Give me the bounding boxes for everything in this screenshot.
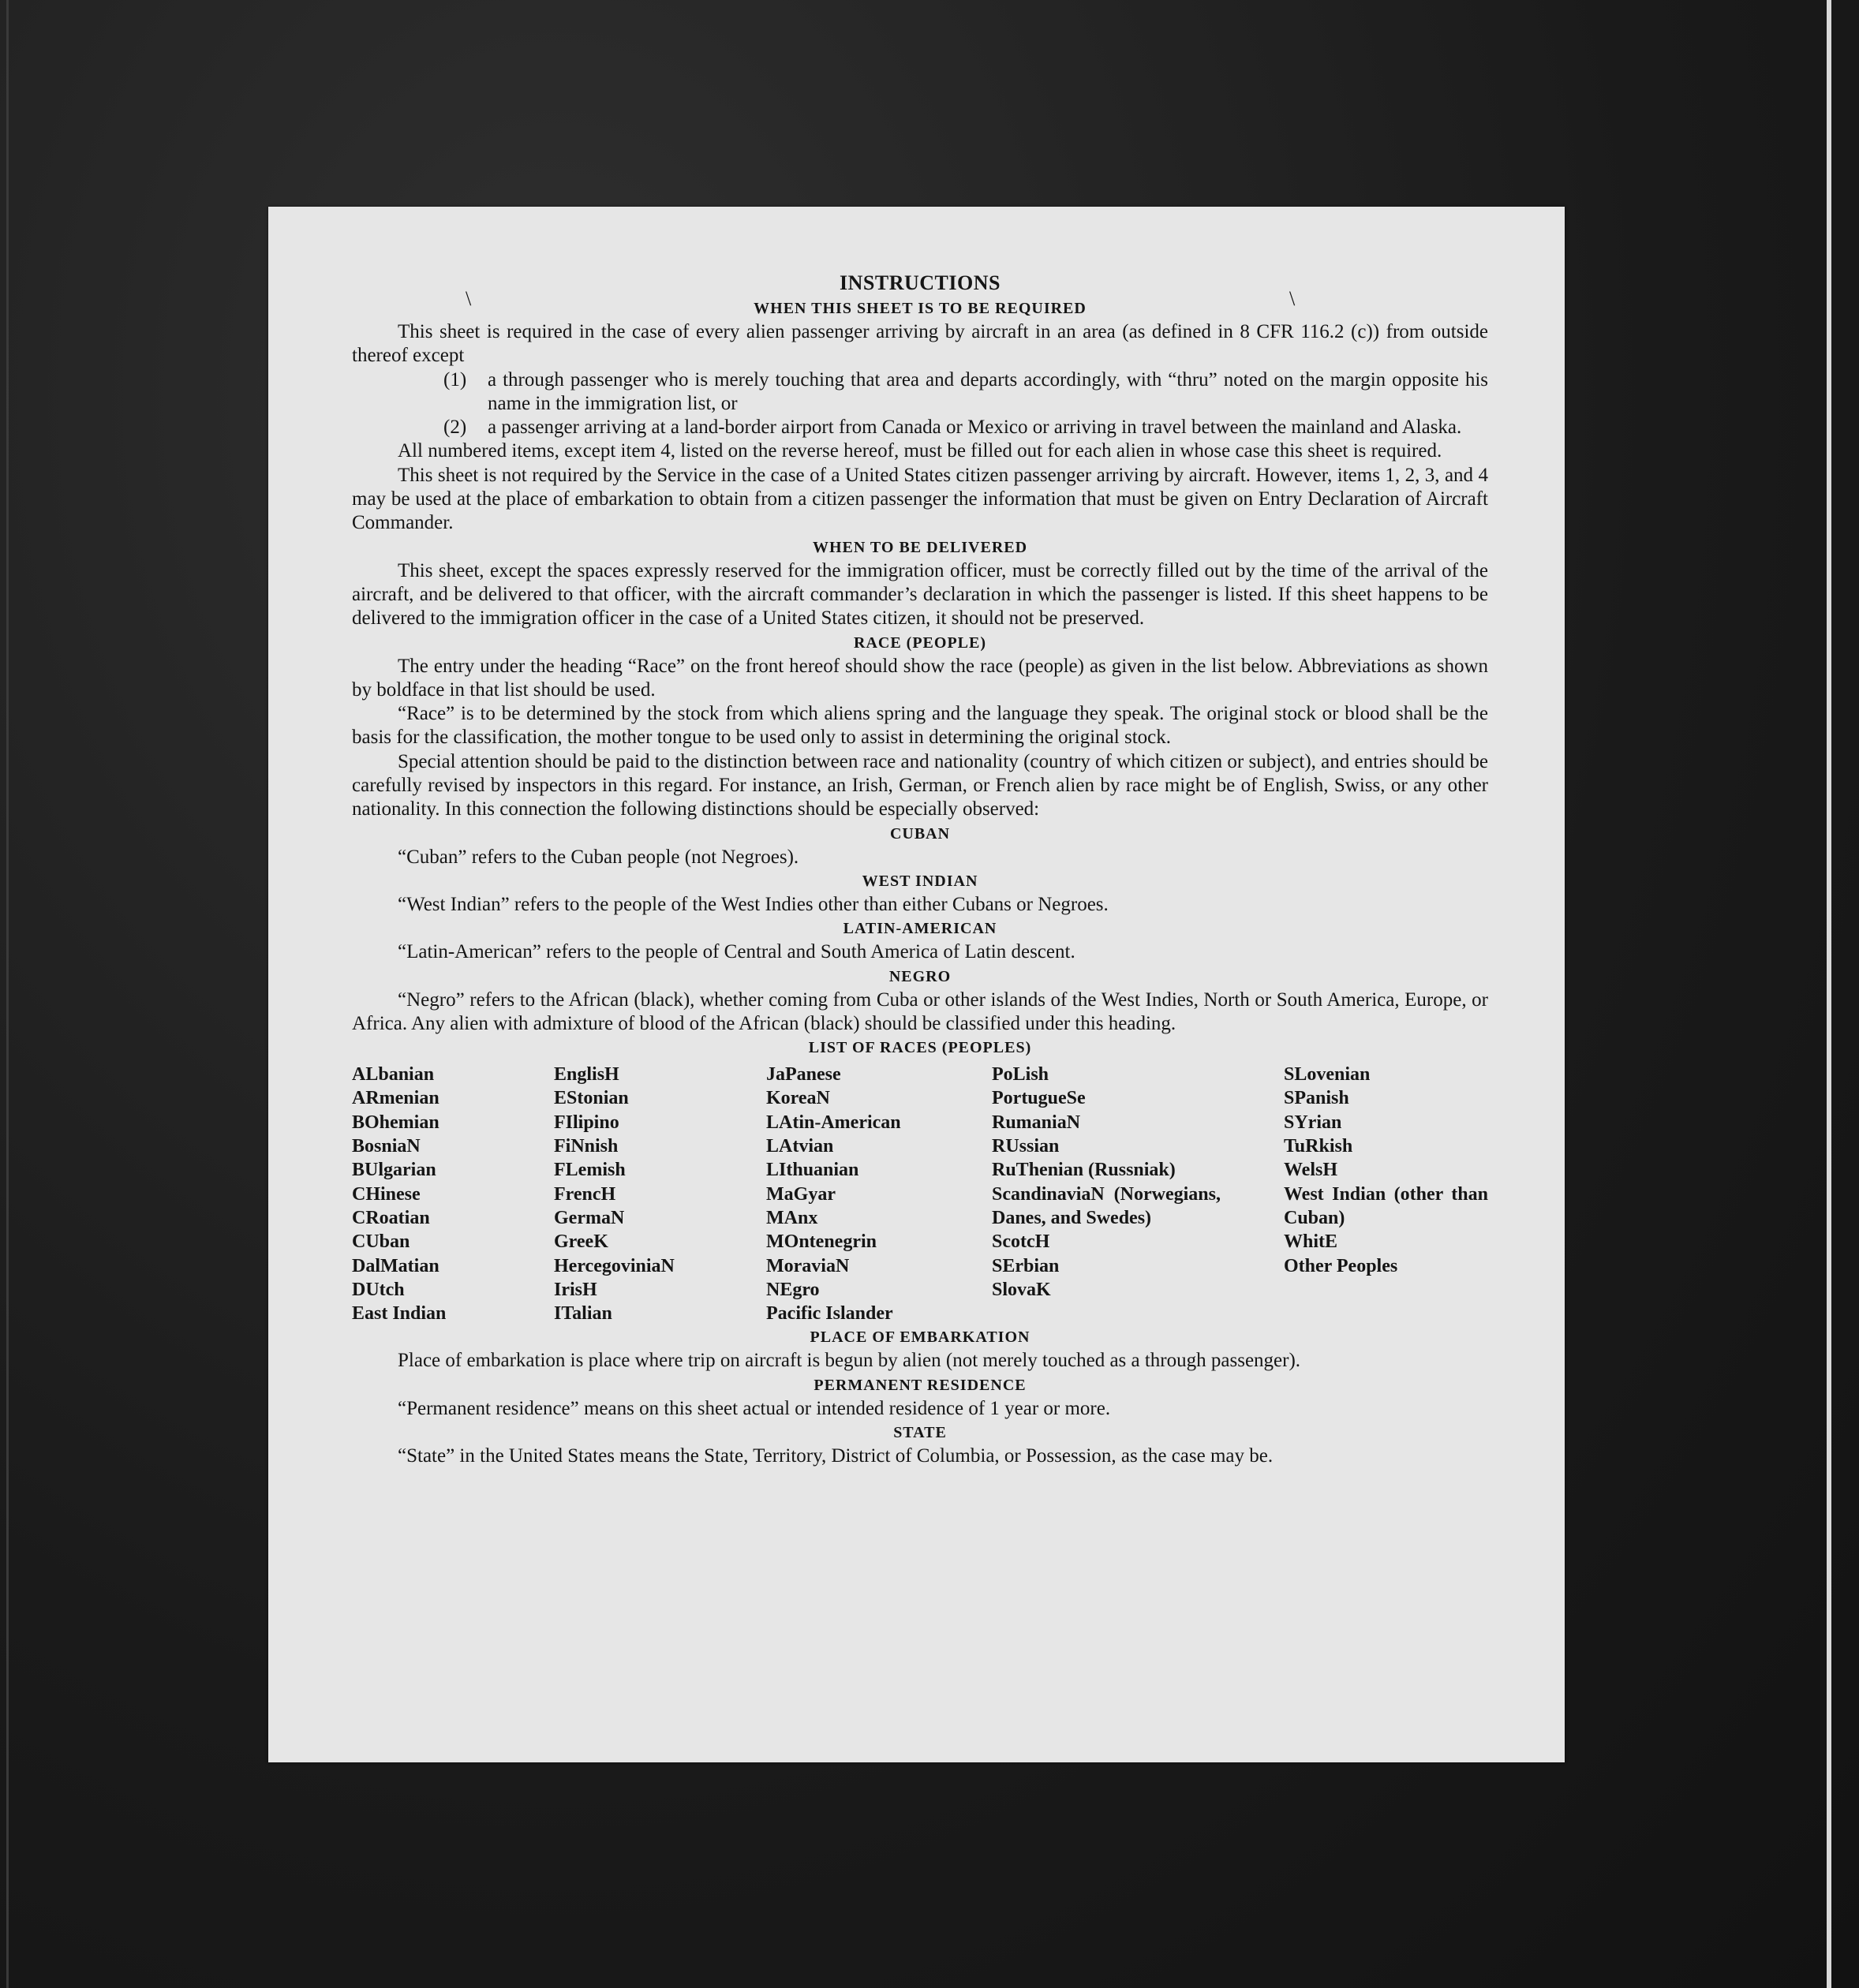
citizen-paragraph: This sheet is not required by the Service in the case of a United States citizen passenger arriving by aircraft. However, items 1, 2, 3, and 4 may be used at the place of embarkation to obtain from a citizen passenger the information that must be given on Entry Declaration of Aircraft Commander.	[352, 464, 1488, 534]
race-paragraph-1: The entry under the heading “Race” on the front hereof should show the race (people) as given in the list below. Abbreviations as shown by boldface in that list should be used.	[352, 655, 1488, 701]
races-list	[352, 1063, 1488, 1325]
latin-american-text: “Latin-American” refers to the people of Central and South America of Latin descent.	[398, 941, 1075, 963]
race-item: SLovenian	[1284, 1064, 1371, 1086]
race-item: DalMatian	[352, 1255, 440, 1276]
race-item: JaPanese	[766, 1064, 841, 1086]
exception-item-1	[443, 368, 1488, 417]
race-item: ScandinaviaN (Norwegians, Danes, and Swedes)	[992, 1183, 1221, 1228]
races-column-3	[766, 1063, 992, 1325]
race-item: East Indian	[352, 1303, 447, 1325]
exception-item-2-text: a passenger arriving at a land-border airport from Canada or Mexico or arriving in travel between the mainland and Alaska.	[488, 417, 1462, 439]
tick-mark-right: \	[1289, 287, 1296, 310]
race-item: BosniaN	[352, 1136, 421, 1157]
race-item: Pacific Islander	[766, 1303, 893, 1325]
embarkation-text: Place of embarkation is place where trip on aircraft is begun by alien (not merely touched as a through passenger).	[398, 1350, 1301, 1372]
race-item: ITalian	[554, 1303, 612, 1325]
heading-permanent-residence: PERMANENT RESIDENCE	[814, 1376, 1027, 1394]
race-item: IrisH	[554, 1279, 597, 1300]
race-item: RUssian	[992, 1136, 1060, 1157]
state-text: “State” in the United States means the State, Territory, District of Columbia, or Possession, as the case may be.	[398, 1444, 1274, 1467]
race-item: MoraviaN	[766, 1255, 850, 1276]
race-item: GermaN	[554, 1207, 625, 1228]
race-item: West Indian (other than Cuban)	[1284, 1183, 1488, 1228]
race-paragraph-2: “Race” is to be determined by the stock from which aliens spring and the language they speak. The original stock or blood shall be the basis for the classification, the mother tongue to be used only to assist in determining the original stock.	[352, 703, 1488, 749]
race-item: RuThenian (Russniak)	[992, 1160, 1176, 1181]
race-item: MAnx	[766, 1207, 818, 1228]
film-edge-right	[1827, 0, 1831, 1988]
race-item: MOntenegrin	[766, 1231, 877, 1253]
race-item: PoLish	[992, 1064, 1049, 1086]
race-item: LAtvian	[766, 1136, 834, 1157]
race-item: FrencH	[554, 1183, 616, 1205]
document-sheet	[268, 207, 1565, 1762]
exception-item-2	[443, 416, 1488, 439]
race-item: LIthuanian	[766, 1160, 859, 1181]
race-item: MaGyar	[766, 1183, 836, 1205]
exception-item-1-text: a through passenger who is merely touching that area and departs accordingly, with “thru” noted on the margin opposite his name in the immigration list, or	[488, 368, 1488, 414]
heading-latin-american: LATIN-AMERICAN	[843, 920, 997, 938]
race-item: FLemish	[554, 1160, 626, 1181]
race-item: Other Peoples	[1284, 1255, 1398, 1276]
race-item: DUtch	[352, 1279, 405, 1300]
race-item: ALbanian	[352, 1064, 435, 1086]
heading-list-of-races: LIST OF RACES (PEOPLES)	[808, 1039, 1032, 1057]
when-delivered-text: This sheet, except the spaces expressly reserved for the immigration officer, must be correctly filled out by the time of the arrival of the aircraft, and be delivered to that officer, with the aircraft commander’s declaration in which the passenger is listed. If this sheet happens to be delivered to the immigration officer in the case of a United States citizen, it should not be preserved.	[352, 559, 1488, 630]
race-item: EStonian	[554, 1088, 629, 1109]
races-column-1	[352, 1063, 554, 1325]
race-item: RumaniaN	[992, 1112, 1081, 1133]
race-item: FiNnish	[554, 1136, 619, 1157]
race-item: SlovaK	[992, 1279, 1051, 1300]
numbered-items-paragraph: All numbered items, except item 4, listed on the reverse hereof, must be filled out for each alien in whose case this sheet is required.	[398, 440, 1442, 462]
cuban-text: “Cuban” refers to the Cuban people (not Negroes).	[398, 846, 799, 868]
races-column-5	[1284, 1063, 1488, 1325]
race-item: BOhemian	[352, 1112, 440, 1133]
exception-item-1-number: (1)	[443, 368, 467, 390]
race-item: SPanish	[1284, 1088, 1349, 1109]
race-item: NEgro	[766, 1279, 820, 1300]
heading-embarkation: PLACE OF EMBARKATION	[810, 1328, 1030, 1347]
race-item: BUlgarian	[352, 1160, 436, 1181]
race-item: ARmenian	[352, 1088, 440, 1109]
races-column-4	[992, 1063, 1284, 1325]
race-item: GreeK	[554, 1231, 608, 1253]
heading-when-required: WHEN THIS SHEET IS TO BE REQUIRED	[754, 300, 1087, 317]
race-item: WhitE	[1284, 1231, 1338, 1253]
heading-when-delivered: WHEN TO BE DELIVERED	[812, 538, 1028, 556]
race-item: EnglisH	[554, 1064, 619, 1086]
when-required-intro: This sheet is required in the case of every alien passenger arriving by aircraft in an area (as defined in 8 CFR 116.2 (c)) from outside thereof except	[352, 321, 1488, 367]
heading-cuban: CUBAN	[889, 824, 951, 843]
race-item: PortugueSe	[992, 1088, 1086, 1109]
race-paragraph-3: Special attention should be paid to the distinction between race and nationality (country of which citizen or subject), and entries should be carefully revised by inspectors in this regard. For instance, an Irish, German, or French alien by race might be of English, Swiss, or any other nationality. In this connection the following distinctions should be especially observed:	[352, 750, 1488, 820]
race-item: KoreaN	[766, 1088, 830, 1109]
heading-race: RACE (PEOPLE)	[854, 633, 986, 652]
negro-text: “Negro” refers to the African (black), whether coming from Cuba or other islands of the West Indies, North or South America, Europe, or Africa. Any alien with admixture of blood of the African (black) should be classified under this heading.	[352, 988, 1488, 1034]
west-indian-text: “West Indian” refers to the people of the West Indies other than either Cubans or Negroes.	[398, 893, 1109, 915]
heading-negro: NEGRO	[888, 967, 952, 985]
race-item: WelsH	[1284, 1160, 1338, 1181]
race-item: SErbian	[992, 1255, 1060, 1276]
race-item: CHinese	[352, 1183, 421, 1205]
permanent-residence-text: “Permanent residence” means on this sheet actual or intended residence of 1 year or more.	[398, 1397, 1111, 1419]
race-item: FIlipino	[554, 1112, 619, 1133]
heading-west-indian: WEST INDIAN	[862, 872, 978, 890]
document-title: INSTRUCTIONS	[840, 271, 1001, 294]
race-item: ScotcH	[992, 1231, 1050, 1253]
instructions-content	[352, 270, 1488, 1468]
races-column-2	[554, 1063, 766, 1325]
tick-mark-left: \	[466, 287, 472, 310]
race-item: LAtin-American	[766, 1112, 901, 1133]
race-item: SYrian	[1284, 1112, 1342, 1133]
film-edge-left	[6, 0, 9, 1988]
race-item: CRoatian	[352, 1207, 430, 1228]
exception-item-2-number: (2)	[443, 417, 467, 439]
race-item: HercegoviniaN	[554, 1255, 675, 1276]
race-item: TuRkish	[1284, 1136, 1353, 1157]
heading-state: STATE	[893, 1423, 947, 1441]
race-item: CUban	[352, 1231, 410, 1253]
